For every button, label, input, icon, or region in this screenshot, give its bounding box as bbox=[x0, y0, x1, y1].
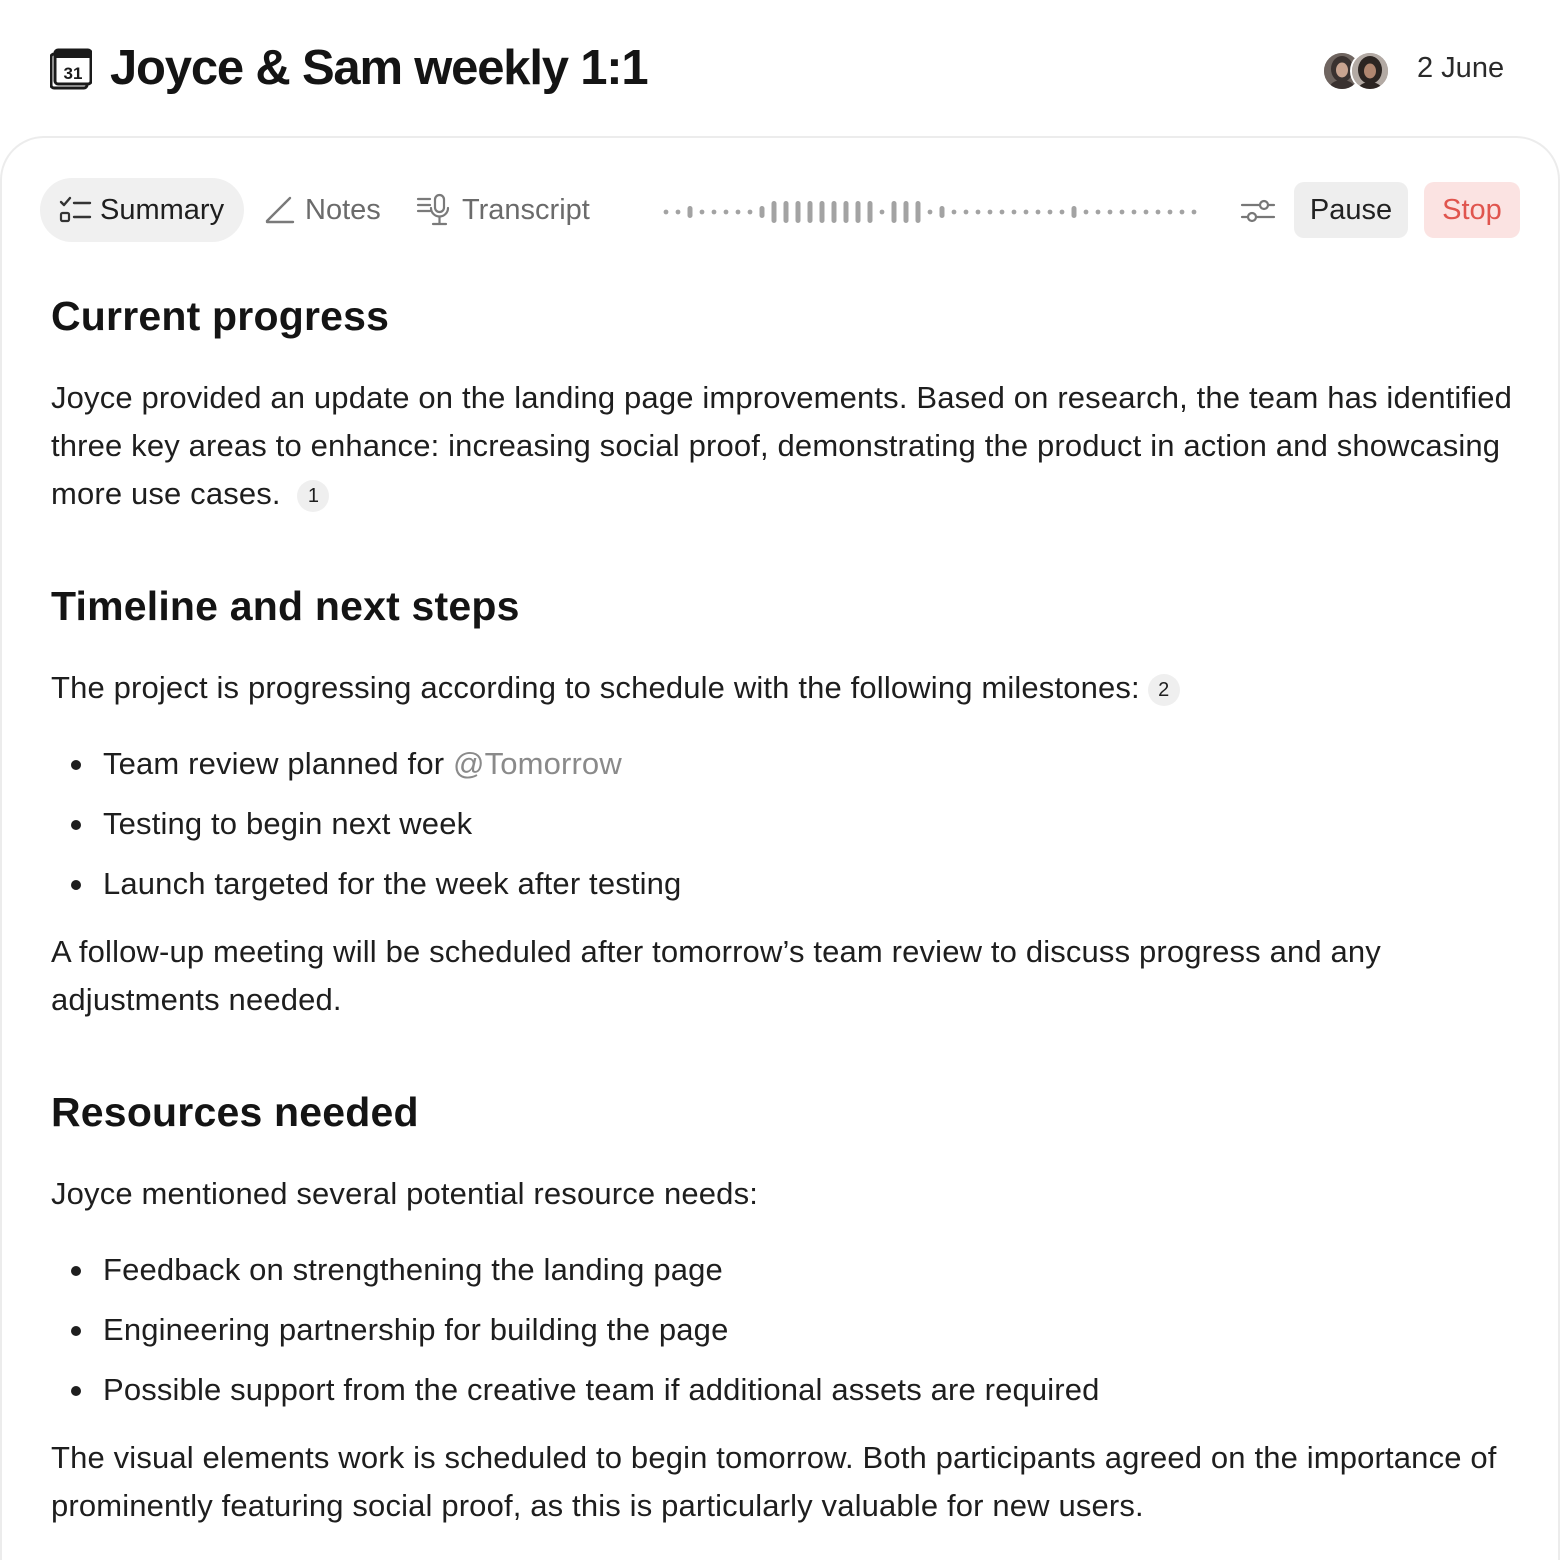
stop-button[interactable]: Stop bbox=[1424, 182, 1520, 238]
citation-badge[interactable]: 1 bbox=[297, 480, 329, 512]
waveform-mark bbox=[868, 201, 873, 223]
section-heading: Timeline and next steps bbox=[51, 583, 520, 629]
waveform-mark bbox=[736, 210, 741, 215]
waveform-mark bbox=[1036, 210, 1041, 215]
calendar-day: 31 bbox=[63, 64, 83, 83]
tab-summary[interactable] bbox=[40, 178, 244, 242]
list-item-text: Possible support from the creative team if additional assets are required bbox=[103, 1372, 1100, 1407]
waveform-mark bbox=[940, 206, 945, 218]
waveform-mark bbox=[856, 201, 861, 223]
meeting-header bbox=[0, 0, 1560, 138]
waveform-mark bbox=[688, 206, 693, 218]
waveform-mark bbox=[1012, 210, 1017, 215]
pause-button[interactable]: Pause bbox=[1294, 182, 1408, 238]
waveform-mark bbox=[904, 201, 909, 223]
waveform-mark bbox=[1048, 210, 1053, 215]
waveform-mark bbox=[1144, 210, 1149, 215]
waveform-mark bbox=[1168, 210, 1173, 215]
waveform-mark bbox=[1108, 210, 1113, 215]
waveform-mark bbox=[964, 210, 969, 215]
list-item bbox=[51, 1366, 1521, 1414]
waveform-mark bbox=[1156, 210, 1161, 215]
checklist-icon bbox=[58, 195, 92, 225]
list-item bbox=[51, 800, 1521, 848]
section-intro: Joyce mentioned several potential resource needs: bbox=[51, 1176, 758, 1211]
section-paragraph bbox=[51, 374, 1521, 518]
waveform-mark bbox=[748, 210, 753, 215]
audio-waveform bbox=[660, 196, 1200, 228]
calendar-icon bbox=[50, 46, 92, 90]
waveform-mark bbox=[1024, 210, 1029, 215]
avatar[interactable] bbox=[1350, 51, 1390, 91]
waveform-mark bbox=[808, 201, 813, 223]
waveform-mark bbox=[724, 210, 729, 215]
list-item bbox=[51, 1246, 1521, 1294]
waveform-mark bbox=[916, 201, 921, 223]
participant-avatars[interactable] bbox=[1322, 51, 1392, 89]
waveform-mark bbox=[844, 201, 849, 223]
page-title: Joyce & Sam weekly 1:1 bbox=[110, 41, 648, 95]
intro-text: The project is progressing according to schedule with the following milestones: bbox=[51, 670, 1140, 705]
waveform-mark bbox=[700, 210, 705, 215]
sliders-icon[interactable] bbox=[1238, 192, 1278, 230]
paragraph-text: Joyce provided an update on the landing page improvements. Based on research, the team has identified three key areas to enhance: increasing social proof, demonstrating the product in action and showcasing more use cases. bbox=[51, 380, 1513, 511]
waveform-mark bbox=[796, 201, 801, 223]
waveform-mark bbox=[712, 210, 717, 215]
waveform-mark bbox=[784, 201, 789, 223]
waveform-mark bbox=[676, 210, 681, 215]
list-item bbox=[51, 860, 1521, 908]
date-mention[interactable]: @Tomorrow bbox=[452, 746, 622, 781]
section-intro bbox=[51, 664, 1521, 712]
waveform-mark bbox=[1084, 210, 1089, 215]
milestone-list bbox=[51, 740, 1521, 908]
tab-notes[interactable] bbox=[263, 178, 381, 242]
list-item-text: Testing to begin next week bbox=[103, 806, 473, 841]
list-item bbox=[51, 1306, 1521, 1354]
list-item-text: Feedback on strengthening the landing page bbox=[103, 1252, 723, 1287]
section-heading: Current progress bbox=[51, 293, 390, 339]
waveform-mark bbox=[832, 201, 837, 223]
waveform-mark bbox=[1072, 206, 1077, 218]
waveform-mark bbox=[952, 210, 957, 215]
person-avatar-icon bbox=[1352, 53, 1388, 89]
section-outro: The visual elements work is scheduled to begin tomorrow. Both participants agreed on the importance of prominently featuring social proof, as this is particularly valuable for new users. bbox=[51, 1440, 1497, 1523]
list-item-text: Engineering partnership for building the page bbox=[103, 1312, 729, 1347]
waveform-mark bbox=[1192, 210, 1197, 215]
waveform-mark bbox=[976, 210, 981, 215]
list-item bbox=[51, 740, 1521, 788]
summary-content bbox=[51, 292, 1521, 1530]
waveform-mark bbox=[820, 201, 825, 223]
waveform-mark bbox=[1060, 210, 1065, 215]
section-outro: A follow-up meeting will be scheduled after tomorrow’s team review to discuss progress and any adjustments needed. bbox=[51, 934, 1381, 1017]
waveform-mark bbox=[892, 201, 897, 223]
resource-list bbox=[51, 1246, 1521, 1414]
tab-transcript[interactable] bbox=[416, 178, 590, 242]
transcript-mic-icon bbox=[416, 193, 454, 227]
pencil-icon bbox=[263, 195, 297, 225]
waveform-mark bbox=[1120, 210, 1125, 215]
waveform-mark bbox=[988, 210, 993, 215]
citation-badge[interactable]: 2 bbox=[1148, 674, 1180, 706]
waveform-mark bbox=[664, 210, 669, 215]
waveform-mark bbox=[772, 201, 777, 223]
section-heading: Resources needed bbox=[51, 1089, 419, 1135]
waveform-mark bbox=[1132, 210, 1137, 215]
tab-summary-label: Summary bbox=[100, 193, 225, 226]
tab-notes-label: Notes bbox=[305, 193, 381, 226]
list-item-text: Team review planned for bbox=[103, 746, 453, 781]
meeting-date: 2 June bbox=[1417, 52, 1505, 84]
waveform-mark bbox=[760, 206, 765, 218]
waveform-mark bbox=[1000, 210, 1005, 215]
waveform-mark bbox=[928, 210, 933, 215]
waveform-mark bbox=[1096, 210, 1101, 215]
waveform-mark bbox=[1180, 210, 1185, 215]
tab-transcript-label: Transcript bbox=[462, 193, 590, 226]
waveform-mark bbox=[880, 210, 885, 215]
list-item-text: Launch targeted for the week after testing bbox=[103, 866, 682, 901]
